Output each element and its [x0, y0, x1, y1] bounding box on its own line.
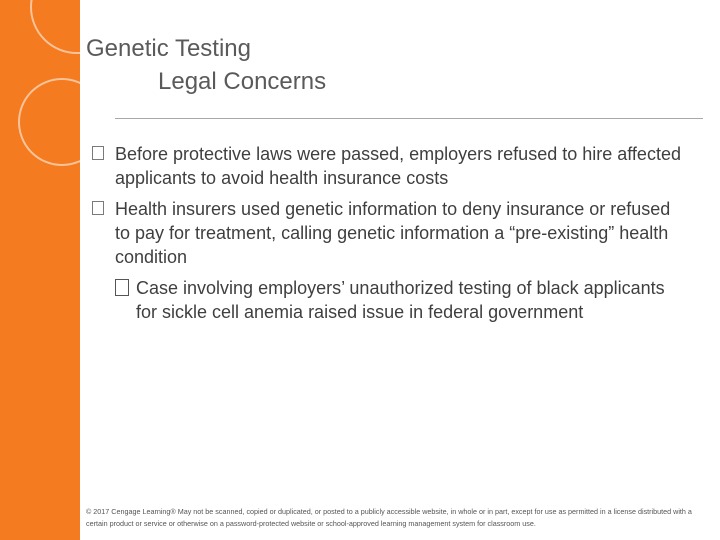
copyright-footer: © 2017 Cengage Learning® May not be scanned, copied or duplicated, or posted to a publicly accessible website, in whole or in part, except for use as permitted in a license distributed with a certain product or service or otherwise on a password-protected website or school-approved learning management system for classroom use.: [86, 507, 692, 528]
slide-title-line1: Genetic Testing: [86, 35, 251, 62]
bullet-item: [92, 142, 682, 190]
decorative-ring: [18, 78, 80, 166]
bullet-box-icon: [92, 146, 104, 160]
bullet-text: Health insurers used genetic information to deny insurance or refused to pay for treatment, calling genetic information a “pre-existing” health condition: [115, 199, 671, 267]
slide-body: [92, 142, 682, 324]
side-accent-bar: [0, 0, 80, 540]
sub-bullet-box-icon: [115, 279, 129, 296]
bullet-item: [92, 197, 682, 269]
slide-title: [86, 32, 326, 98]
slide-title-line2: Legal Concerns: [158, 68, 327, 95]
bullet-text: Before protective laws were passed, employers refused to hire affected applicants to avoid health insurance costs: [115, 144, 681, 188]
decorative-ring: [30, 0, 80, 54]
sub-bullet-text: Case involving employers’ unauthorized testing of black applicants for sickle cell anemia raised issue in federal government: [136, 278, 665, 322]
bullet-box-icon: [92, 201, 104, 215]
title-divider: [115, 118, 703, 119]
sub-bullet-item: [115, 276, 682, 324]
